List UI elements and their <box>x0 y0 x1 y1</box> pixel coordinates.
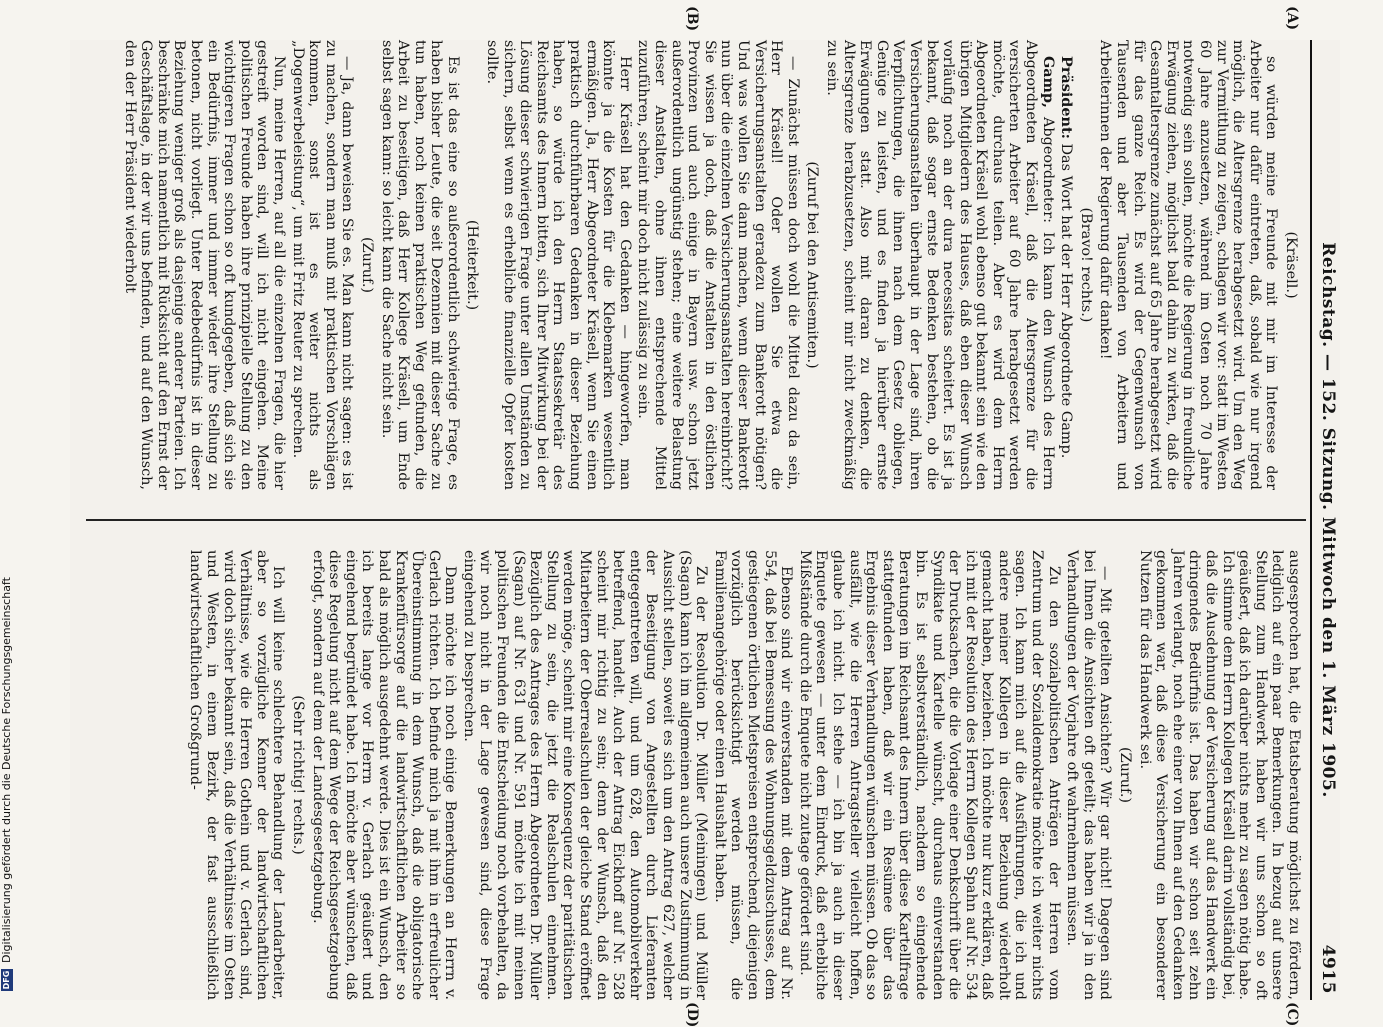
interjection: (Zuruf.) <box>1117 746 1134 804</box>
column-divider <box>86 519 1306 521</box>
margin-mark-d: (D) <box>684 1002 700 1027</box>
interjection: (Zuruf bei den Antisemiten.) <box>804 161 821 369</box>
paragraph: Ebenso sind wir einverstanden mit dem Antrag auf Nr. 554, daß bei Bemessung des Wohnungsgeldzuschusses, dem gestiegenen örtlichen Mietspreisen entsprechend, diejenigen vorzüglich berücksichtigt werden müssen, die Familienangehörige oder einen Haushalt haben. <box>711 550 795 1000</box>
paragraph: Ich will keine schlechtere Behandlung der Landarbeiter, aber so vorzügliche Kenner der landwirtschaftlichen Verhältnisse, wie die Herren Gothein und v. Gerlach sind, wird doch sicher bekannt sein, daß die Verhältnisse im Osten und Westen, in einem Bezirk, der fast ausschließlich landwirtschaftlichen Großgrund- <box>187 550 287 1000</box>
digitization-credit <box>0 0 18 991</box>
interjection: (Zuruf.) <box>358 236 375 294</box>
paragraph: Es ist das eine so außerordentlich schwierige Frage, es haben bisher Leute, die seit Dezennien mit dieser Sache zu tun haben, noch keinen praktischen Weg gefunden, die Arbeit zu beseitigen, daß Herr Kollege Kräsell, um Ende selbst sagen kann: so leicht kann die Sache nicht sein. <box>378 40 461 490</box>
speaker-continued: (Kräsell.) <box>1283 231 1299 299</box>
speaker-name: Gamp, <box>1039 56 1057 108</box>
paragraph: — Ja, dann beweisen Sie es. Man kann nicht sagen: es ist zu machen, sondern man muß mit praktischen Vorschlägen kommen, sonst ist es weiter nichts als „Dogenwerbeleistung“, um mit Fritz Reuter zu sprechen. <box>289 40 356 490</box>
paragraph: — Mit geteilten Ansichten? Wir gar nicht! Dagegen sind bei Ihnen die Ansichten oft geteilt; das haben wir ja in den Verhandlungen der Vorjahre oft wahrnehmen müssen. <box>1064 550 1114 1000</box>
right-column <box>92 550 1302 1000</box>
interjection: (Bravo! rechts.) <box>1077 207 1094 323</box>
header-rule <box>1310 40 1312 1000</box>
margin-mark-b: (B) <box>684 6 700 32</box>
paragraph: so würden meine Freunde mit mir im Interesse der Arbeiter nur dafür eintreten, daß, sobald wie nur irgend möglich, die Altersgrenze herabgesetzt wird. Um den Weg zur Vermittlung zu zeigen, schlagen wir vor: statt im Westen 60 Jahre anzusetzen, während im Osten noch 70 Jahre notwendig sein sollen, möchte die Regierung in freundliche Erwägung ziehen, möglichst bald dahin zu wirken, daß die Gesamtaltersgrenze zunächst auf 65 Jahre herabgesetzt wird für das ganze Reich. Es wird der Gegenwunsch von Tausenden und aber Tausenden von Arbeitern und Arbeiterinnen der Regierung dafür danken! <box>1097 40 1280 490</box>
paragraph: Zu den sozialpolitischen Anträgen der Herren vom Zentrum und der Sozialdemokratie möchte ich weiter nichts sagen. Ich kann mich auf die Ausführungen, die ich und andere meiner Kollegen in dieser Beziehung wiederholt gemacht haben, beziehen. Ich möchte nur kurz erklären, daß ich mit der Resolution des Herrn Kollegen Spahn auf Nr. 534 der Drucksachen, die die Vorlage einer Denkschrift über die Syndikate und Kartelle wünscht, durchaus einverstanden bin. Es ist selbstverständlich, nachdem so eingehende Beratungen im Reichsamt des Innern über diese Kartellfrage stattgefunden haben, daß wir ein Resümee über das Ergebnis dieser Verhandlungen wünschen müssen. Ob das so ausfällt, wie die Herren Antragsteller vielleicht hoffen, glaube ich nicht. Ich stehe — ich bin ja auch in dieser Enquete gewesen — unter dem Eindruck, daß erhebliche Mißstände durch die Enquete nicht zutage gefördert sind. <box>796 550 1062 1000</box>
paragraph: — Zunächst müssen doch wohl die Mittel dazu da sein, Herr Kräsell! Oder wollen Sie etwa die Versicherungsanstalten geradezu zum Bankerott nötigen? Und was wollen Sie dann machen, wenn dieser Bankerott nun über die einzelnen Versicherungsanstalten hereinbricht? Sie wissen ja doch, daß die Anstalten in den östlichen Provinzen und auch einige in Bayern usw. schon jetzt außerordentlich ungünstig stehen; eine weitere Belastung dieser Anstalten, ohne ihnen entsprechende Mittel zuzuführen, scheint mir doch nicht zulässig zu sein. <box>635 40 801 490</box>
paragraph-text: Das Wort hat der Herr Abgeordnete Gamp. <box>1058 143 1075 459</box>
dfg-logo: DFG <box>2 970 11 990</box>
paragraph: Herr Kräsell hat den Gedanken — hingeworfen, man könnte ja die Kosten für die Klebemarken wesentlich ermäßigen. Ja, Herr Abgeordneter Kräsell, wenn Sie einen praktisch durchführbaren Gedanken in dieser Beziehung haben, so würde ich den Herrn Staatssekretär des Reichsamts des Innern bitten, sich Ihrer Mitwirkung bei der Lösung dieser schwierigen Frage unter allen Umständen zu sichern, selbst wenn es erhebliche finanzielle Opfer kosten sollte. <box>484 40 633 490</box>
paragraph: Nun, meine Herren, auf all die einzelnen Fragen, die hier gestreift worden sind, will ich nicht eingehen. Meine politischen Freunde haben ihre prinzipielle Stellung zu den wichtigeren Fragen schon so oft kundgegeben, daß sich sie ein Bedürfnis, immer und immer wieder ihre Stellung zu betonen, nicht vorliegt. Unter Redebedürfnis ist in dieser Beziehung weniger groß als dasjenige anderer Parteien. Ich beschränke mich namentlich mit Rücksicht auf den Ernst der Geschäftslage, in der wir uns befinden, und auf den Wunsch, den der Herr Präsident wiederholt <box>121 40 287 490</box>
interjection: (Sehr richtig! rechts.) <box>289 695 306 855</box>
interjection: (Heiterkeit.) <box>464 219 481 311</box>
credit-text: Digitalisierung gefördert durch die Deutsche Forschungsgemeinschaft <box>0 577 13 963</box>
speaker-name: Präsident: <box>1058 56 1076 139</box>
left-column <box>92 40 1302 490</box>
paragraph-text: Abgeordneter: Ich kann den Wunsch des Herrn Abgeordneten Kräsell, daß die Altersgrenze für die versicherten Arbeiter auf 60 Jahre herabgesetzt werden möchte, durchaus teilen. Aber es wird dem Herrn Abgeordneten Kräsell wohl ebenso gut bekannt sein wie den übrigen Mitgliedern des Hauses, daß eben dieser Wunsch vorläufig noch an der dura necessitas scheitert. Es ist ja bekannt, daß sogar ernste Bedenken bestehen, ob die Versicherungsanstalten überhaupt in der Lage sind, ihren Verpflichtungen, die ihnen nach dem Gesetz obliegen, Genüge zu leisten, und es finden ja hierüber ernste Erwägungen statt. Also mit daran zu denken, die Altersgrenze herabzusetzen, scheint mir nicht zweckmäßig zu sein. <box>823 40 1056 491</box>
page-number: 4915 <box>1318 944 1338 994</box>
paragraph: Zu der Resolution Dr. Müller (Meiningen) und Müller (Sagan) kann ich im allgemeinen auch unsere Zustimmung in Aussicht stellen, soweit es sich um den Antrag 627, welcher der Beseitigung von Angestellten durch Lieferanten entgegentreten will, und um 628, den Automobilverkehr betreffend, handelt. Auch der Antrag Eickhoff auf Nr. 528 scheint mir richtig zu sein; denn der Wunsch, daß den Mitarbeitern der Oberrealschulen der gleiche Stand eröffnet werden möge, scheint mir eine Konsequenz der paritätischen Stellung zu sein, die jetzt die Realschulen einnehmen. Bezüglich des Antrages des Herrn Abgeordneten Dr. Müller (Sagan) auf Nr. 631 und Nr. 591 möchte ich mit meinen politischen Freunden die Entscheidung noch vorbehalten, da wir noch nicht in der Lage gewesen sind, diese Frage eingehend zu besprechen. <box>460 550 710 1000</box>
page-header <box>1312 40 1340 1000</box>
paragraph: Dann möchte ich noch einige Bemerkungen an Herrn v. Gerlach richten. Ich befinde mich ja mit ihm in erfreulicher Übereinstimmung in dem Wunsch, daß die obligatorische Krankenfürsorge auf die landwirtschaftlichen Arbeiter so bald als möglich ausgedehnt werde. Dies ist ein Wunsch, den ich bereits lange vor Herrn v. Gerlach geäußert und eingehend begründet habe. Ich möchte aber wünschen, daß diese Regelung nicht auf dem Wege der Reichsgesetzgebung erfolgt, sondern auf dem der Landesgesetzgebung. <box>309 550 459 1000</box>
paragraph: ausgesprochen hat, die Etatsberatung möglichst zu fördern, lediglich auf ein paar Bemerkungen. In bezug auf unsere Stellung zum Handwerk haben wir uns schon so oft geäußert, daß ich darüber nichts mehr zu sagen nötig habe. Ich stimme dem Herrn Kollegen Kräsell darin vollständig bei, daß die Ausdehnung der Versicherung auf das Handwerk ein dringendes Bedürfnis ist. Das haben wir schon seit zehn Jahren verlangt, noch ehe einer von Ihnen auf den Gedanken gekommen war, daß diese Versicherung ein besonderer Nutzen für das Handwerk sei. <box>1136 550 1302 1000</box>
rotated-newspaper-page <box>70 6 1340 1027</box>
margin-mark-a: (A) <box>1284 6 1300 31</box>
page-title: Reichstag. — 152. Sitzung. Mittwoch den 1. März 1905. <box>1318 242 1338 798</box>
margin-mark-c: (C) <box>1284 1002 1300 1027</box>
